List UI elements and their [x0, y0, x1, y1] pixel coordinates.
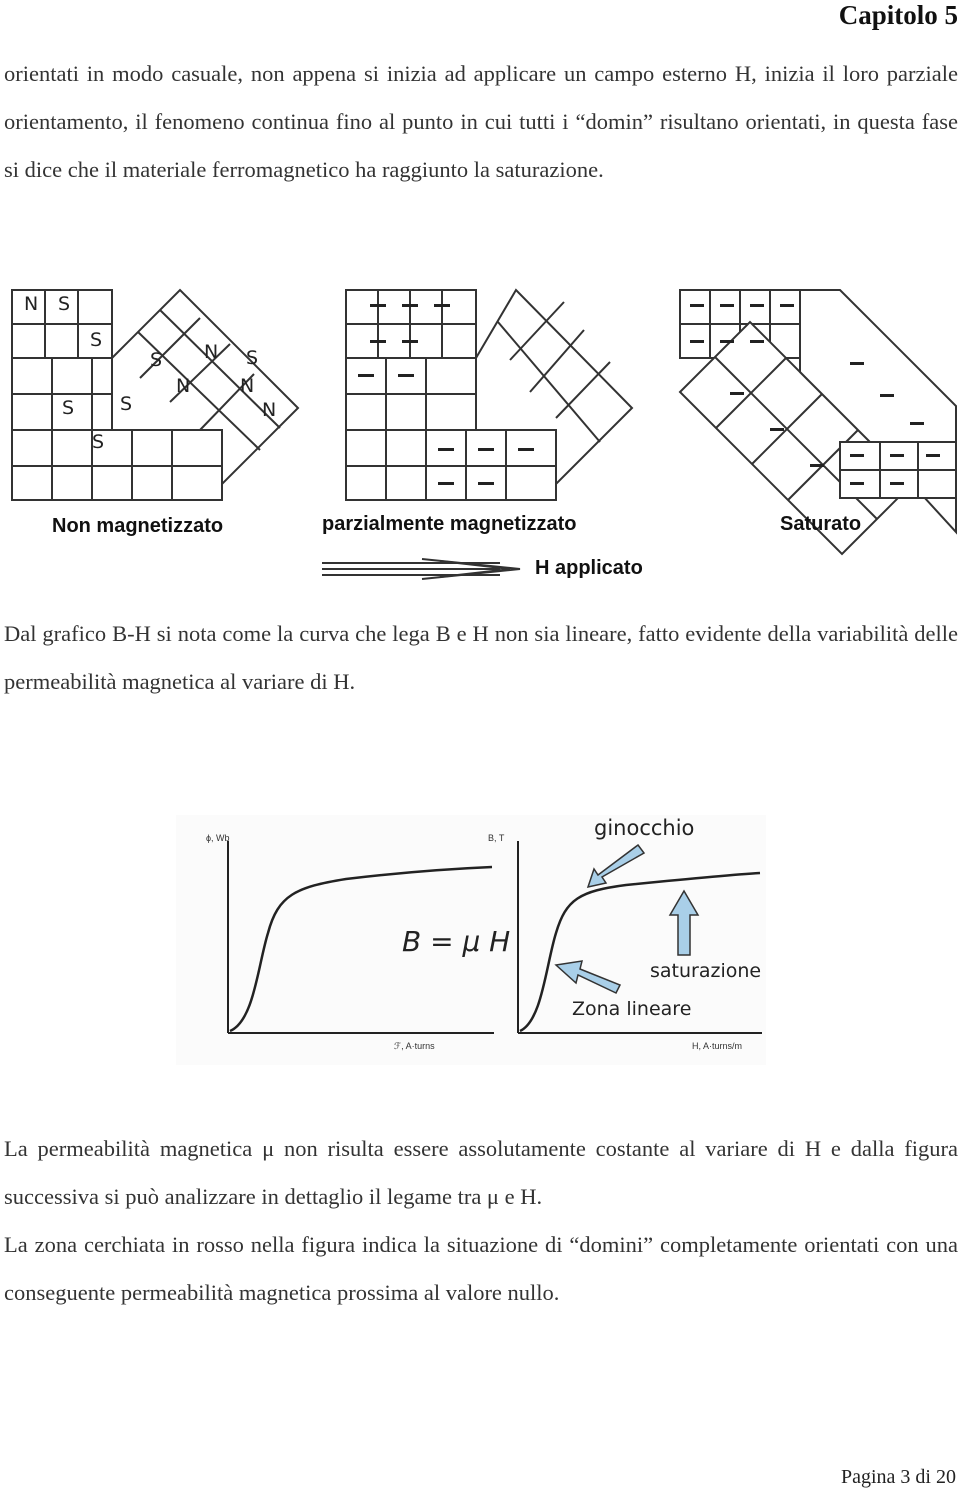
page-number: Pagina 3 di 20: [841, 1466, 956, 1488]
label-h-applicato: H applicato: [535, 557, 643, 579]
magnet-letter: N: [176, 375, 191, 397]
paragraph-permeability-text: La permeabilità magnetica μ non risulta essere assolutamente costante al variare di H e dalla figura successiva si può analizzare in dettaglio il legame tra μ e H.: [4, 1136, 958, 1209]
magnet-letter: N: [240, 375, 255, 397]
paragraph-bh: [4, 610, 958, 706]
label-non-magnetizzato: Non magnetizzato: [52, 515, 224, 537]
domain-panel-unmagnetized: [12, 290, 298, 500]
h-applied-arrow-icon: [322, 559, 520, 579]
paragraph-bh-text: Dal grafico B-H si nota come la curva che lega B e H non sia lineare, fatto evidente della variabilità delle permeabilità magnetica al variare di H.: [4, 621, 958, 694]
annotation-saturazione: saturazione: [650, 960, 762, 982]
annotation-ginocchio: ginocchio: [594, 816, 695, 840]
paragraph-red-zone-text: La zona cerchiata in rosso nella figura indica la situazione di “domini” completamente orientati con una conseguente permeabilità magnetica prossima al valore nullo.: [4, 1232, 958, 1305]
formula: B = μ H: [402, 925, 511, 958]
magnet-letter: S: [58, 293, 71, 315]
annotation-zona-lineare: Zona lineare: [572, 998, 692, 1020]
domain-panel-partial: [346, 290, 632, 500]
right-y-axis-label: B, T: [488, 833, 505, 843]
chapter-title: Capitolo 5: [838, 0, 958, 30]
left-y-axis-label: ϕ, Wb: [206, 833, 230, 843]
paragraph-intro: [4, 50, 958, 194]
magnet-letter: S: [92, 431, 105, 453]
magnet-letter: S: [150, 349, 163, 371]
label-saturato: Saturato: [780, 513, 862, 535]
magnet-letter: S: [120, 393, 133, 415]
left-x-axis-label: ℱ, A·turns: [394, 1041, 435, 1051]
paragraph-intro-text: orientati in modo casuale, non appena si inizia ad applicare un campo esterno H, inizia il loro parziale orientamento, il fenomeno continua fino al punto in cui tutti i “domin” risultano orientati, in questa fase si dice che il materiale ferromagnetico ha raggiunto la saturazione.: [4, 61, 958, 182]
magnet-letter: N: [24, 293, 39, 315]
label-parzialmente-magnetizzato: parzialmente magnetizzato: [322, 513, 577, 535]
magnet-letter: N: [204, 341, 219, 363]
right-x-axis-label: H, A·turns/m: [692, 1041, 743, 1051]
bh-curve-figure: [176, 815, 766, 1065]
magnetic-domains-figure: [0, 282, 960, 582]
paragraph-permeability: [4, 1125, 958, 1317]
magnet-letter: S: [62, 397, 75, 419]
magnet-letter: N: [262, 399, 277, 421]
magnet-letter: S: [90, 329, 103, 351]
magnet-letter: S: [246, 347, 259, 369]
